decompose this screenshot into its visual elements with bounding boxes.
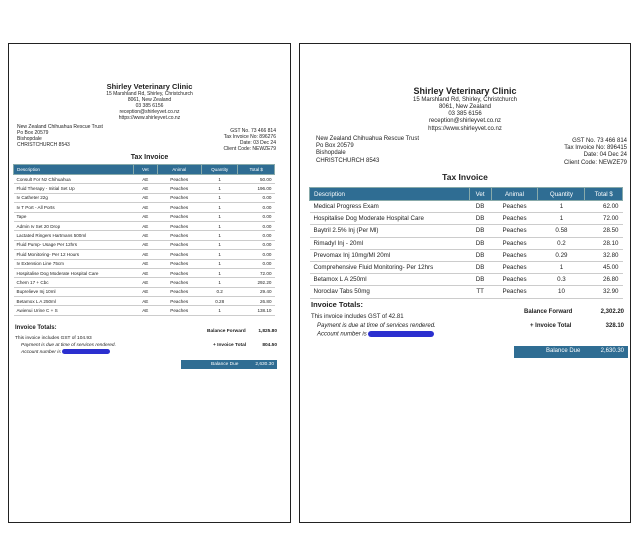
invoice-title: Tax Invoice	[442, 172, 488, 182]
clinic-phone: 03 385 6156	[135, 103, 164, 109]
account-number	[317, 331, 434, 338]
item-quantity: 1	[201, 221, 238, 230]
invoice-meta	[564, 138, 627, 167]
item-description: Betamox L A 250ml	[310, 274, 470, 286]
animal-name: Peaches	[157, 175, 201, 184]
clinic-city: 8061, New Zealand	[127, 97, 172, 103]
totals-summary	[514, 306, 628, 358]
client-code: Client Code: NEWZE79	[223, 146, 276, 152]
bill-to-line: Bishopdale	[316, 150, 346, 157]
bill-to-address	[316, 136, 419, 165]
column-header: Description	[310, 188, 470, 201]
table-row	[14, 212, 275, 221]
item-total: 72.00	[585, 213, 623, 225]
clinic-address: 15 Marshland Rd, Shirley, Christchurch	[106, 91, 193, 97]
bill-to-line: Bishopdale	[17, 136, 42, 142]
bill-to-line: Po Box 20579	[17, 130, 49, 136]
vet-code: AE	[134, 175, 157, 184]
invoice-totals-heading: Invoice Totals:	[311, 300, 363, 309]
vet-code: AE	[134, 268, 157, 277]
vet-code: AE	[134, 221, 157, 230]
invoice-number: Tax Invoice No: 896415	[564, 145, 627, 152]
item-description: Rimadyl Inj - 20ml	[310, 237, 470, 249]
item-quantity: 1	[201, 193, 238, 202]
invoice-title: Tax Invoice	[130, 154, 169, 161]
invoice-total-value: 328.10	[605, 323, 624, 329]
animal-name: Peaches	[157, 193, 201, 202]
table-row	[310, 213, 623, 225]
animal-name: Peaches	[157, 306, 201, 315]
balance-due-bar	[181, 360, 277, 369]
clinic-address: 15 Marshland Rd, Shirley, Christchurch	[413, 96, 517, 103]
animal-name: Peaches	[491, 201, 538, 213]
item-total: 32.90	[585, 286, 623, 298]
invoice-total-label: + Invoice Total	[213, 343, 247, 348]
table-row	[14, 184, 275, 193]
item-total: 0.00	[238, 240, 275, 249]
balance-due-label: Balance Due	[546, 348, 581, 354]
totals-summary	[181, 326, 277, 370]
item-description: Chem 17 + Cbc	[14, 278, 134, 287]
table-body	[310, 201, 623, 299]
item-total: 72.00	[238, 268, 275, 277]
item-quantity: 1	[201, 231, 238, 240]
invoice-page-2	[299, 43, 631, 523]
item-description: Iv T Port - All Ports	[14, 203, 134, 212]
invoice-page-1	[8, 43, 291, 523]
line-items-table	[13, 164, 275, 316]
animal-name: Peaches	[157, 250, 201, 259]
table-row	[14, 287, 275, 296]
table-row	[14, 193, 275, 202]
table-header-row	[14, 165, 275, 175]
item-description: Prevomax Inj 10mg/Ml 20ml	[310, 249, 470, 261]
clinic-website: https://www.shirleyvet.co.nz	[428, 125, 502, 132]
item-quantity: 1	[201, 268, 238, 277]
animal-name: Peaches	[491, 249, 538, 261]
item-total: 0.00	[238, 259, 275, 268]
clinic-name: Shirley Veterinary Clinic	[413, 86, 517, 96]
balance-due-value: 2,630.30	[600, 348, 624, 354]
invoice-date: Date: 04 Dec 24	[583, 152, 627, 159]
item-total: 32.80	[585, 249, 623, 261]
item-description: Consult For Nz Chihuahua	[14, 175, 134, 184]
animal-name: Peaches	[157, 287, 201, 296]
table-row	[14, 203, 275, 212]
invoice-totals-heading: Invoice Totals:	[15, 325, 57, 331]
animal-name: Peaches	[157, 278, 201, 287]
clinic-header	[9, 82, 290, 121]
column-header: Animal	[491, 188, 538, 201]
item-total: 26.80	[238, 297, 275, 306]
payment-note: Payment is due at time of services rendered.	[21, 343, 116, 348]
invoice-total-label: + Invoice Total	[530, 323, 572, 329]
item-total: 62.00	[585, 201, 623, 213]
balance-forward-label: Balance Forward	[524, 309, 573, 315]
table-row	[14, 297, 275, 306]
table-row	[14, 240, 275, 249]
item-description: Fluid Therapy - Initial Set Up	[14, 184, 134, 193]
column-header: Description	[14, 165, 134, 175]
line-items-table	[309, 187, 623, 299]
clinic-website: https://www.shirleyvet.co.nz	[118, 115, 181, 121]
table-row	[14, 231, 275, 240]
bill-to-line: New Zealand Chihuahua Rescue Trust	[17, 124, 103, 130]
animal-name: Peaches	[491, 225, 538, 237]
item-total: 28.50	[585, 225, 623, 237]
animal-name: Peaches	[491, 261, 538, 273]
balance-forward-value: 1,825.80	[258, 329, 277, 334]
balance-due-value: 2,630.30	[255, 362, 274, 367]
vet-code: AE	[134, 306, 157, 315]
vet-code: AE	[134, 184, 157, 193]
item-total: 138.10	[238, 306, 275, 315]
item-quantity: 1	[201, 175, 238, 184]
item-quantity: 0.3	[538, 274, 585, 286]
item-quantity: 0.58	[538, 225, 585, 237]
table-row	[14, 278, 275, 287]
animal-name: Peaches	[491, 213, 538, 225]
table-row	[310, 274, 623, 286]
bill-to-line: New Zealand Chihuahua Rescue Trust	[316, 136, 420, 142]
redaction-scribble	[62, 349, 110, 354]
item-total: 292.20	[238, 278, 275, 287]
item-description: Iv Extension Line 75cm	[14, 259, 134, 268]
item-quantity: 1	[201, 203, 238, 212]
vet-code: DB	[469, 261, 491, 273]
bill-to-address	[17, 124, 103, 148]
table-row	[310, 249, 623, 261]
item-description: Lactated Ringers Hartmans 500ml	[14, 231, 134, 240]
vet-code: AE	[134, 203, 157, 212]
item-quantity: 1	[201, 184, 238, 193]
vet-code: AE	[134, 297, 157, 306]
clinic-phone: 03 385 6156	[448, 111, 482, 118]
item-quantity: 1	[538, 201, 585, 213]
item-quantity: 1	[201, 278, 238, 287]
column-header: Quantity	[201, 165, 238, 175]
animal-name: Peaches	[157, 297, 201, 306]
item-description: Comprehensive Fluid Monitoring- Per 12hrs	[310, 261, 470, 273]
vet-code: AE	[134, 287, 157, 296]
animal-name: Peaches	[157, 268, 201, 277]
bill-to-line: CHRISTCHURCH 8543	[316, 157, 380, 164]
invoice-total-value: 804.50	[262, 343, 277, 348]
gst-number: GST No. 73 466 814	[230, 128, 276, 134]
animal-name: Peaches	[157, 212, 201, 221]
balance-forward-value: 2,302.20	[600, 309, 624, 315]
table-row	[310, 286, 623, 298]
account-label: Account number is	[317, 331, 367, 338]
vet-code: DB	[469, 201, 491, 213]
item-description: Iv Catheter 22g	[14, 193, 134, 202]
item-description: Betamox L A 250ml	[14, 297, 134, 306]
item-total: 50.00	[238, 175, 275, 184]
item-description: Tape	[14, 212, 134, 221]
animal-name: Peaches	[157, 240, 201, 249]
animal-name: Peaches	[157, 184, 201, 193]
item-description: Baytril 2.5% Inj (Per Ml)	[310, 225, 470, 237]
clinic-email: reception@shirleyvet.co.nz	[428, 118, 502, 125]
vet-code: AE	[134, 259, 157, 268]
item-quantity: 0.2	[201, 287, 238, 296]
account-label: Account number is	[21, 349, 61, 355]
item-quantity: 1	[201, 259, 238, 268]
animal-name: Peaches	[491, 237, 538, 249]
table-row	[14, 250, 275, 259]
clinic-header	[300, 86, 630, 133]
vet-code: DB	[469, 274, 491, 286]
table-row	[14, 268, 275, 277]
invoice-number: Tax Invoice No: 896276	[223, 134, 276, 140]
vet-code: AE	[134, 240, 157, 249]
item-description: Buprelieve Inj 10ml	[14, 287, 134, 296]
table-row	[310, 201, 623, 213]
vet-code: AE	[134, 278, 157, 287]
item-total: 28.10	[585, 237, 623, 249]
invoice-meta	[223, 128, 276, 152]
column-header: Vet	[134, 165, 157, 175]
table-row	[14, 175, 275, 184]
table-row	[14, 259, 275, 268]
item-description: Medical Progress Exam	[310, 201, 470, 213]
vet-code: TT	[469, 286, 491, 298]
balance-forward-label: Balance Forward	[207, 329, 246, 334]
column-header: Quantity	[538, 188, 585, 201]
item-total: 0.00	[238, 221, 275, 230]
item-description: Hospitalise Dog Moderate Hospital Care	[14, 268, 134, 277]
item-quantity: 0.29	[538, 249, 585, 261]
item-total: 45.00	[585, 261, 623, 273]
item-quantity: 1	[538, 213, 585, 225]
table-row	[310, 261, 623, 273]
item-quantity: 1	[201, 306, 238, 315]
bill-to-line: Po Box 20579	[316, 143, 354, 150]
vet-code: DB	[469, 213, 491, 225]
vet-code: DB	[469, 237, 491, 249]
item-quantity: 0.2	[538, 237, 585, 249]
table-row	[14, 306, 275, 315]
clinic-city: 8061, New Zealand	[438, 103, 492, 110]
bill-to-line: CHRISTCHURCH 8543	[17, 142, 70, 148]
item-description: Hospitalise Dog Moderate Hospital Care	[310, 213, 470, 225]
redaction-scribble	[368, 331, 434, 337]
animal-name: Peaches	[157, 221, 201, 230]
invoice-date: Date: 03 Dec 24	[239, 140, 276, 146]
item-total: 29.40	[238, 287, 275, 296]
item-total: 196.00	[238, 184, 275, 193]
animal-name: Peaches	[157, 231, 201, 240]
vet-code: DB	[469, 249, 491, 261]
client-code: Client Code: NEWZE79	[563, 159, 627, 166]
item-description: Awienui Urine C + S	[14, 306, 134, 315]
column-header: Total $	[585, 188, 623, 201]
vet-code: AE	[134, 250, 157, 259]
item-total: 0.00	[238, 203, 275, 212]
table-row	[310, 225, 623, 237]
animal-name: Peaches	[157, 259, 201, 268]
balance-due-bar	[514, 346, 628, 358]
item-quantity: 10	[538, 286, 585, 298]
item-total: 0.00	[238, 212, 275, 221]
column-header: Total $	[238, 165, 275, 175]
gst-number: GST No. 73 466 814	[572, 138, 627, 144]
table-row	[14, 221, 275, 230]
vet-code: AE	[134, 193, 157, 202]
item-description: Noroclav Tabs 50mg	[310, 286, 470, 298]
vet-code: DB	[469, 225, 491, 237]
animal-name: Peaches	[491, 274, 538, 286]
balance-due-label: Balance Due	[211, 362, 239, 367]
item-quantity: 1	[201, 240, 238, 249]
clinic-name: Shirley Veterinary Clinic	[106, 82, 193, 91]
item-total: 0.00	[238, 231, 275, 240]
gst-note: This invoice includes GST of 42.81	[311, 314, 404, 320]
payment-note: Payment is due at time of services rendered.	[317, 323, 436, 329]
column-header: Vet	[469, 188, 491, 201]
account-number	[21, 349, 110, 355]
item-description: Admin Iv Set 20 Drop	[14, 221, 134, 230]
vet-code: AE	[134, 212, 157, 221]
animal-name: Peaches	[491, 286, 538, 298]
table-body	[14, 175, 275, 316]
item-total: 0.00	[238, 250, 275, 259]
gst-note: This invoice includes GST of 104.93	[15, 336, 92, 341]
animal-name: Peaches	[157, 203, 201, 212]
item-total: 26.80	[585, 274, 623, 286]
table-row	[310, 237, 623, 249]
column-header: Animal	[157, 165, 201, 175]
table-header-row	[310, 188, 623, 201]
item-description: Fluid Pump- Usage Per 12hrs	[14, 240, 134, 249]
item-quantity: 1	[201, 250, 238, 259]
item-total: 0.00	[238, 193, 275, 202]
item-quantity: 1	[538, 261, 585, 273]
item-quantity: 0.28	[201, 297, 238, 306]
vet-code: AE	[134, 231, 157, 240]
clinic-email: reception@shirleyvet.co.nz	[119, 109, 180, 115]
item-description: Fluid Monitoring- Per 12 Hours	[14, 250, 134, 259]
item-quantity: 1	[201, 212, 238, 221]
